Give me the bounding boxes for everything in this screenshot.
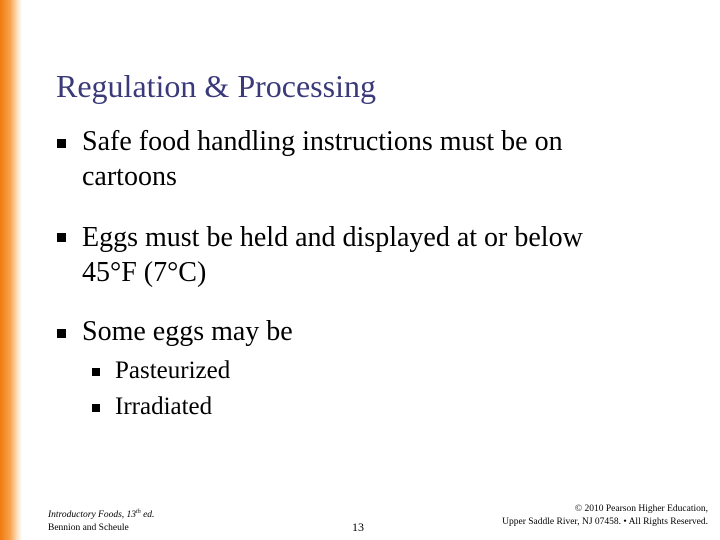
orange-side-bar: [0, 0, 22, 540]
square-bullet-icon: [57, 139, 66, 148]
copyright-line-2: Upper Saddle River, NJ 07458. • All Rights Reserved.: [502, 517, 708, 527]
square-bullet-icon: [92, 368, 100, 376]
square-bullet-icon: [92, 404, 100, 412]
sub-bullet-2: Irradiated: [115, 393, 213, 420]
square-bullet-icon: [57, 329, 66, 338]
book-authors: Bennion and Scheule: [48, 523, 129, 534]
bullet-3-line-1: Some eggs may be: [82, 316, 293, 347]
bullet-1-line-1: Safe food handling instructions must be on: [82, 126, 563, 157]
bullet-2-line-1: Eggs must be held and displayed at or below: [82, 222, 583, 253]
slide-title: Regulation & Processing: [56, 68, 376, 104]
sub-bullet-1: Pasteurized: [115, 357, 231, 384]
copyright-line-1: © 2010 Pearson Higher Education,: [574, 504, 708, 514]
footer-book-info: [48, 506, 154, 535]
bullet-3-text: [82, 314, 293, 349]
bullet-1-text: [82, 124, 563, 194]
book-title: Introductory Foods, 13th ed.: [48, 509, 155, 521]
bullet-2-text: [82, 220, 583, 290]
bullet-1-line-2: cartoons: [82, 161, 177, 192]
footer-copyright: [502, 503, 708, 529]
page-number: 13: [352, 520, 364, 534]
square-bullet-icon: [57, 233, 66, 242]
bullet-2-line-2: 45°F (7°C): [82, 257, 207, 288]
